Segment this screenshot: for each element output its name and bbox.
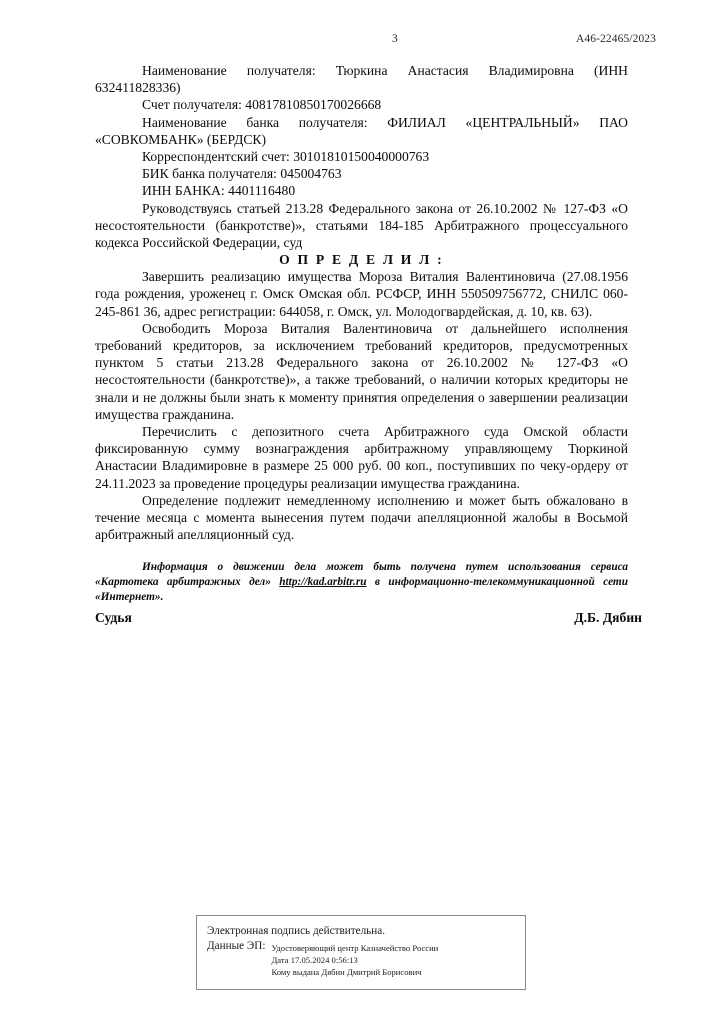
esign-authority: Удостоверяющий центр Казначейство России xyxy=(271,943,439,953)
paragraph-correspondent-account: Корреспондентский счет: 30101810150040000763 xyxy=(142,148,430,164)
paragraph-transfer-remuneration: Перечислить с депозитного счета Арбитражного суда Омской области фиксированную сумму вознаграждения арбитражному управляющему Тюркиной Анастасии Владимировне в размере 25 000 руб. 00 коп., поступивших по чеку-ордеру от 24.11.2023 за проведение процедуры реализации имущества гражданина. xyxy=(95,423,628,491)
signature-block xyxy=(95,610,642,626)
page-header xyxy=(95,33,656,49)
paragraph-bank-inn: ИНН БАНКА: 4401116480 xyxy=(142,183,296,199)
paragraph-release-debtor: Освободить Мороза Виталия Валентиновича от дальнейшего исполнения требований кредиторов, за исключением требований кредиторов, предусмотренных пунктом 5 статьи 213.28 Федерального закона от 26.10.2002 № 127-ФЗ «О несостоятельности (банкротстве)», а также требований, о наличии которых кредиторы не знали и не должны были знать к моменту принятия определения о завершении реализации имущества гражданина. xyxy=(95,320,628,422)
case-number: А46-22465/2023 xyxy=(576,33,656,45)
paragraph-bank-name: Наименование банка получателя: ФИЛИАЛ «ЦЕНТРАЛЬНЫЙ» ПАО «СОВКОМБАНК» (БЕРДСК) xyxy=(95,114,628,147)
esign-data-row xyxy=(207,940,525,979)
kad-arbitr-link[interactable]: http://kad.arbitr.ru xyxy=(279,575,367,588)
esign-issued-to: Кому выдана Дябин Дмитрий Борисович xyxy=(271,967,422,978)
paragraph-recipient-name: Наименование получателя: Тюркина Анастасия Владимировна (ИНН 632411828336) xyxy=(95,63,628,96)
paragraph-bik: БИК банка получателя: 045004763 xyxy=(142,166,342,182)
judge-name: Д.Б. Дябин xyxy=(574,610,642,625)
esign-data-label: Данные ЭП: xyxy=(207,940,266,952)
paragraph-legal-basis: Руководствуясь статьей 213.28 Федерального закона от 26.10.2002 № 127-ФЗ «О несостоятельности (банкротстве)», статьями 184-185 Арбитражного процессуального кодекса Российской Федерации, суд xyxy=(95,200,628,250)
page-number: 3 xyxy=(392,33,398,45)
esign-details xyxy=(271,940,438,979)
electronic-signature-stamp xyxy=(196,915,526,990)
judge-role-label: Судья xyxy=(95,610,132,625)
note-text-before-url: Информация о движении дела может быть получена путем использования сервиса «Картотека арбитражных дел» xyxy=(95,561,628,588)
paragraph-recipient-account: Счет получателя: 40817810850170026668 xyxy=(142,97,382,113)
esign-date: Дата 17.05.2024 0:56:13 xyxy=(271,955,358,966)
note-text-after-url: в информационно-телекоммуникационной сети «Интернет». xyxy=(95,575,629,603)
case-tracking-note xyxy=(95,560,628,604)
esign-validity-text: Электронная подпись действительна. xyxy=(207,925,386,937)
paragraph-appeal-procedure: Определение подлежит немедленному исполнению и может быть обжаловано в течение месяца с момента вынесения путем подачи апелляционной жалобы в Восьмой арбитражный апелляционный суд. xyxy=(95,492,628,543)
document-body xyxy=(95,62,628,604)
paragraph-complete-realization: Завершить реализацию имущества Мороза Виталия Валентиновича (27.08.1956 года рождения, уроженец г. Омск Омская обл. РСФСР, ИНН 550509756772, СНИЛС 060-245-861 36, адрес регистрации: 644058, г. Омск, ул. Молодогвардейская, д. 10, кв. 63). xyxy=(95,269,628,319)
ruling-heading: О П Р Е Д Е Л И Л : xyxy=(279,252,444,268)
